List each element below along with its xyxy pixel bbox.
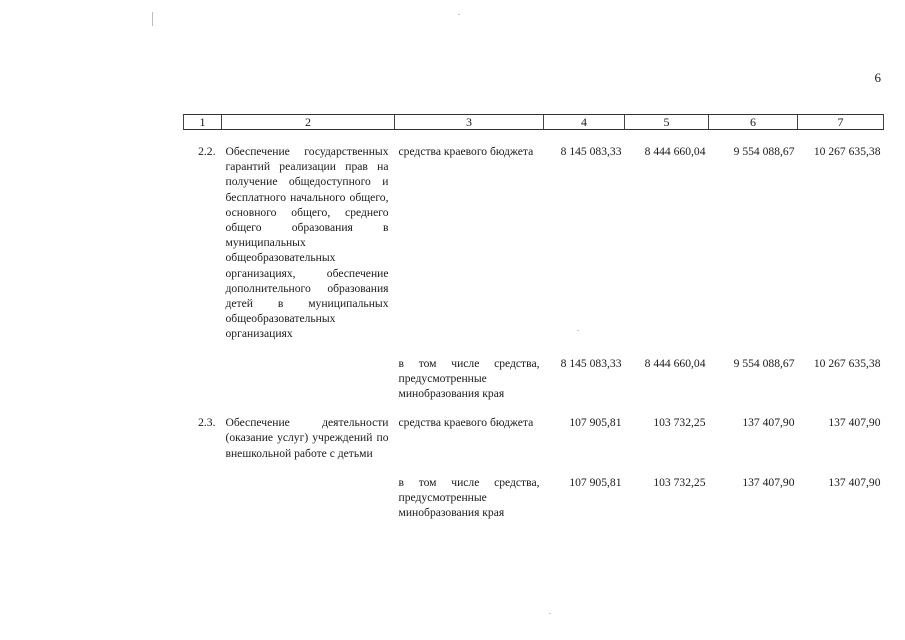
value-col5: 103 732,25 (653, 416, 706, 430)
row-name (222, 356, 395, 402)
table-row (184, 415, 884, 461)
row-name: Обеспечение деятельности (оказание услуг) учреждений по внешкольной работе с детьми (225, 416, 389, 460)
header-cell: 6 (709, 115, 798, 130)
row-name: Обеспечение государственных гарантий реализации прав на получение общедоступного и бесплатного начального общего, основного общего, среднего общего образования в муниципальных общеобразовательных организациях, обеспечение дополнительного образования детей в муниципальных общеобразовательных организациях (225, 145, 389, 341)
table-header (184, 115, 884, 130)
row-source: в том числе средства, предусмотренные минобразования края (398, 475, 540, 520)
header-cell: 7 (798, 115, 884, 130)
header-cell: 5 (625, 115, 709, 130)
value-col4: 8 145 083,33 (560, 356, 622, 370)
row-index (184, 475, 222, 521)
value-col6: 137 407,90 (742, 475, 795, 489)
header-cell: 3 (395, 115, 544, 130)
row-source: средства краевого бюджета (398, 145, 534, 158)
table-row (184, 475, 884, 521)
value-col5: 8 444 660,04 (644, 356, 706, 370)
header-cell: 1 (184, 115, 222, 130)
table-row (184, 356, 884, 402)
header-cell: 4 (544, 115, 625, 130)
value-col7: 10 267 635,38 (813, 145, 881, 158)
value-col5: 8 444 660,04 (644, 145, 706, 158)
row-index (184, 356, 222, 402)
row-index: 2.2. (198, 145, 216, 158)
value-col5: 103 732,25 (653, 475, 706, 489)
row-name (222, 475, 395, 521)
value-col4: 8 145 083,33 (560, 145, 622, 158)
page-number: 6 (874, 70, 881, 85)
row-source: в том числе средства, предусмотренные минобразования края (398, 356, 540, 401)
value-col7: 137 407,90 (828, 416, 881, 430)
table-row (184, 144, 884, 342)
value-col4: 107 905,81 (569, 475, 622, 489)
value-col7: 10 267 635,38 (813, 356, 881, 370)
header-cell: 2 (222, 115, 395, 130)
row-index: 2.3. (198, 416, 216, 430)
value-col6: 137 407,90 (742, 416, 795, 430)
row-source: средства краевого бюджета (398, 416, 534, 430)
scan-mark (152, 12, 153, 26)
value-col6: 9 554 088,67 (733, 356, 795, 370)
value-col4: 107 905,81 (569, 416, 622, 430)
scan-speck (549, 613, 551, 614)
scan-speck (458, 14, 460, 15)
budget-table (183, 114, 884, 520)
value-col7: 137 407,90 (828, 475, 881, 489)
value-col6: 9 554 088,67 (733, 145, 795, 158)
